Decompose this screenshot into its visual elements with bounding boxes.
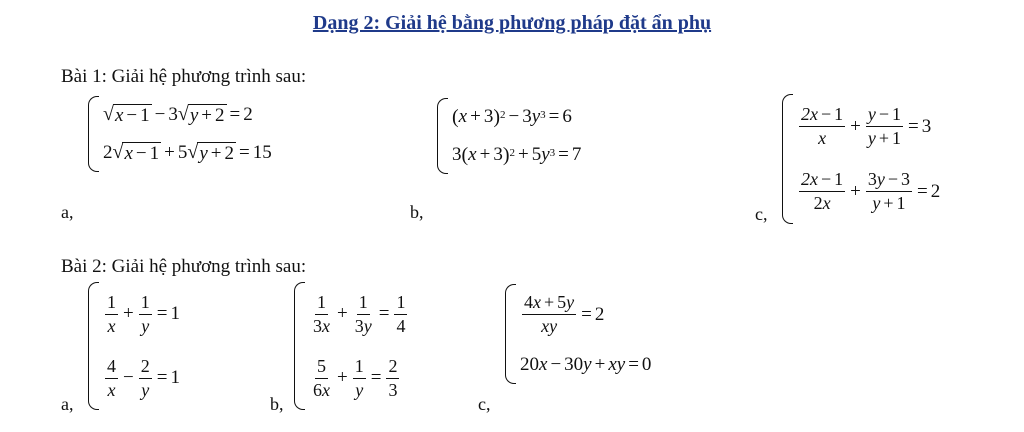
brace-icon [782,94,793,224]
equation-1c-2: $\frac{2x - 1}{2x}$ + $\frac{3y - 3}{y + 1}$ = 2 [801,169,941,213]
label-1a: a, [61,202,74,222]
exercise-2-heading: Bài 2: Giải hệ phương trình sau: [61,256,307,277]
equation-1a-2: 2 √ x − 1 + 5 √ y + 2 = 15 [103,140,272,164]
brace-icon [294,282,305,410]
brace-icon [88,96,99,172]
system-1b [437,98,581,174]
exercise-1-heading: Bài 1: Giải hệ phương trình sau: [61,66,307,87]
equation-2c-1: $\frac{4x + 5y}{xy}$ = 2 [524,292,605,337]
system-1c [782,94,940,224]
equation-1b-2: 3 ( x + 3 ) $^2$ + 5 y $^3$ = 7 [452,143,582,166]
label-2a: a, [61,394,74,414]
label-2c: c, [478,394,491,414]
page-title: Dạng 2: Giải hệ bằng phương pháp đặt ẩn phụ [312,12,712,34]
equation-1b-1: ( x + 3 ) $^2$ − 3 y $^3$ = 6 [452,105,572,128]
system-2b [294,282,409,410]
brace-icon [505,284,516,384]
equation-2a-1: $\frac{1}{x}$ + $\frac{1}{y}$ = 1 [107,291,180,336]
equation-1a-1: √ x − 1 − 3 √ y + 2 = 2 [103,102,253,126]
brace-icon [88,282,99,410]
system-2a [88,282,180,410]
equation-1c-1: $\frac{2x - 1}{x}$ + $\frac{y - 1}{y + 1}$ = 3 [801,104,932,148]
label-2b: b, [270,394,284,414]
equation-2b-1: $\frac{1}{3x}$ + $\frac{1}{3y}$ = $\frac{1}{4}$ [313,291,406,336]
brace-icon [437,98,448,174]
equation-2b-2: $\frac{5}{6x}$ + $\frac{1}{y}$ = $\frac{2}{3}$ [313,355,398,400]
equation-2a-2: $\frac{4}{x}$ − $\frac{2}{y}$ = 1 [107,355,180,400]
system-1a [88,96,272,172]
label-1b: b, [410,202,424,222]
equation-2c-2: 20 x − 30 y + xy = 0 [520,353,652,375]
system-2c [505,284,651,384]
label-1c: c, [755,204,768,224]
